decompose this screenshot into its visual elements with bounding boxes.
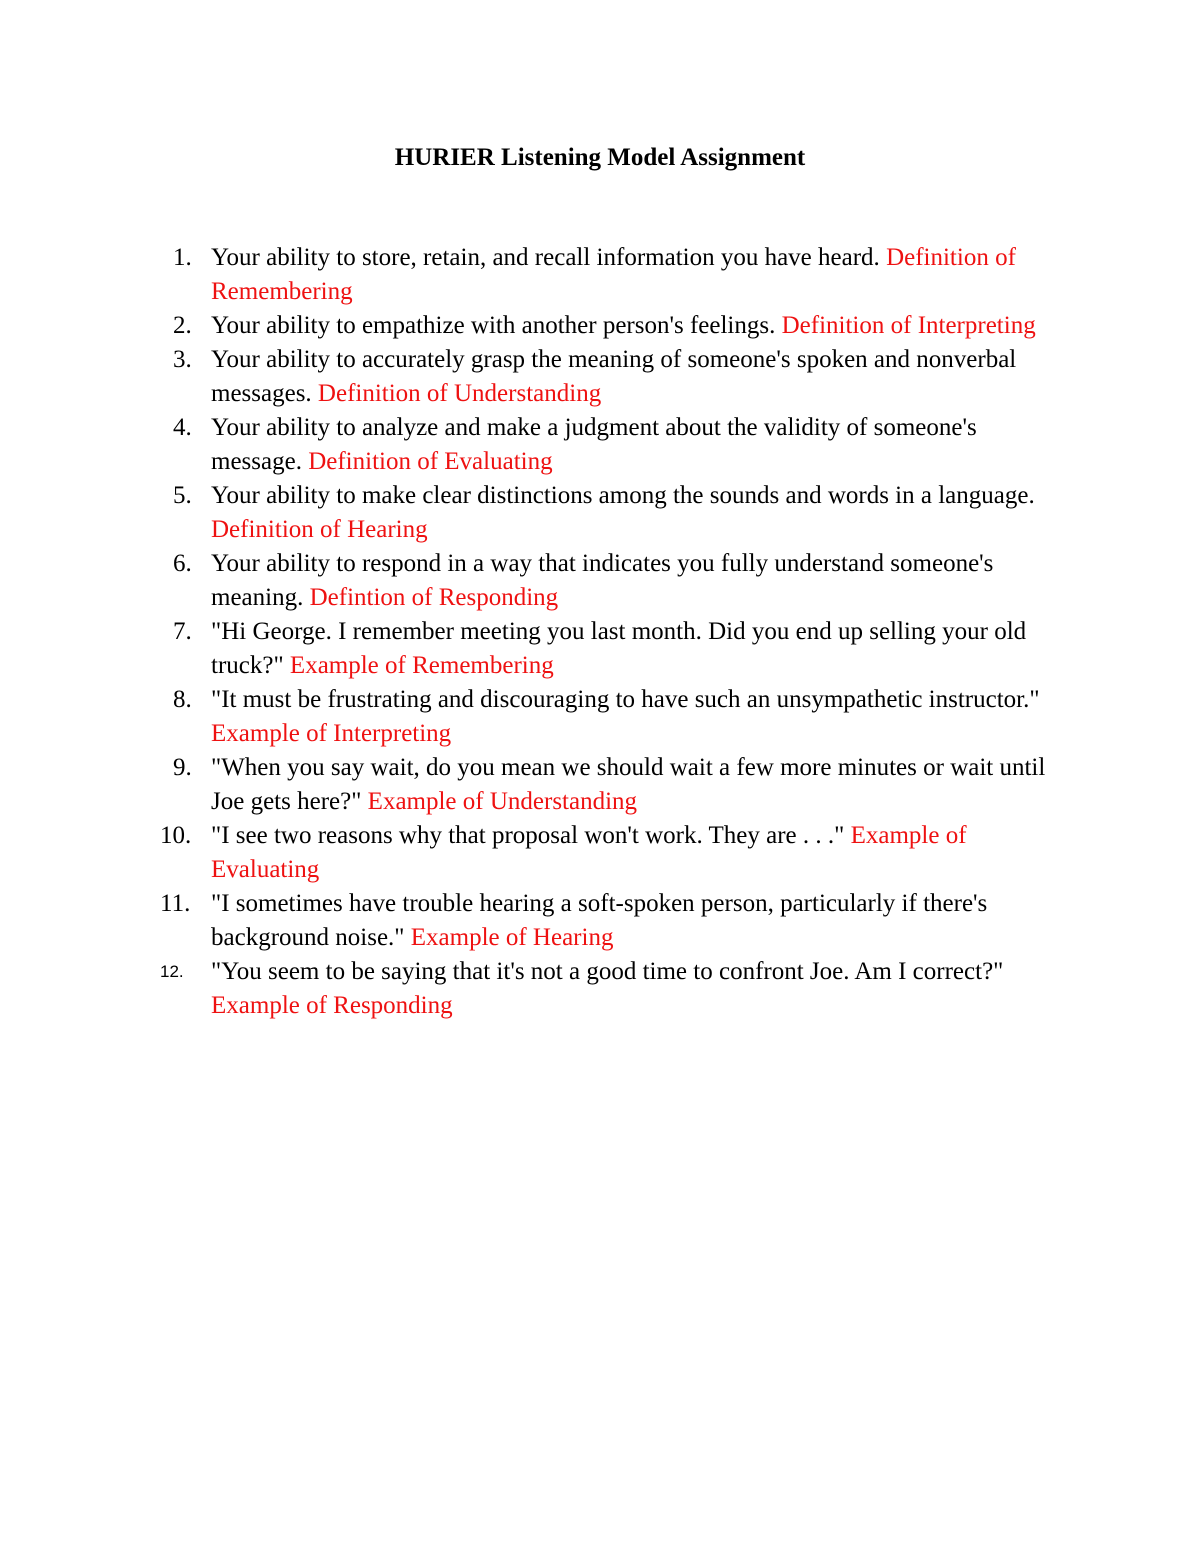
item-text: Your ability to empathize with another person's feelings. (211, 312, 776, 339)
item-text: "I see two reasons why that proposal won't work. They are . . ." (211, 822, 845, 849)
item-number: 10. (160, 822, 192, 849)
list-item (160, 479, 1060, 547)
item-number: 9. (173, 754, 192, 781)
list-item (160, 819, 1060, 887)
page-title: HURIER Listening Model Assignment (394, 144, 806, 171)
item-answer: Example of Interpreting (211, 720, 452, 747)
list-item (160, 547, 1060, 615)
list-item (160, 887, 1060, 955)
item-text: "It must be frustrating and discouraging to have such an unsympathetic instructor." (211, 686, 1040, 713)
item-answer: Example of Remembering (289, 652, 554, 679)
item-number: 2. (173, 312, 192, 339)
item-answer: Example of Responding (211, 992, 453, 1019)
item-text: "You seem to be saying that it's not a good time to confront Joe. Am I correct?" (211, 958, 1004, 985)
item-text: Your ability to analyze and make a judgment about the validity of someone's message. (211, 414, 977, 475)
item-answer: Definition of Evaluating (308, 448, 553, 475)
item-text: Your ability to respond in a way that indicates you fully understand someone's meaning. (211, 550, 994, 611)
item-number: 7. (173, 618, 192, 645)
list-item (160, 683, 1060, 751)
list-item (160, 955, 1060, 1023)
item-number: 4. (173, 414, 192, 441)
list-item (160, 411, 1060, 479)
item-number: 8. (173, 686, 192, 713)
item-text: Your ability to make clear distinctions among the sounds and words in a language. (211, 482, 1035, 509)
item-number: 11. (160, 890, 191, 917)
item-answer: Definition of Understanding (317, 380, 602, 407)
item-number: 3. (173, 346, 192, 373)
item-answer: Definition of Hearing (211, 516, 428, 543)
item-answer: Definition of Interpreting (781, 312, 1036, 339)
item-number: 12. (160, 962, 184, 981)
item-answer: Example of Evaluating (211, 822, 967, 883)
item-answer: Example of Hearing (410, 924, 614, 951)
item-answer: Defintion of Responding (309, 584, 559, 611)
item-answer: Example of Understanding (367, 788, 638, 815)
item-text: Your ability to store, retain, and recall information you have heard. (211, 244, 880, 271)
item-number: 1. (173, 244, 192, 271)
item-text: "When you say wait, do you mean we should wait a few more minutes or wait until Joe gets here?" (211, 754, 1046, 815)
item-text: "Hi George. I remember meeting you last month. Did you end up selling your old truck?" (211, 618, 1027, 679)
item-number: 6. (173, 550, 192, 577)
question-list (160, 241, 1060, 1023)
item-text: Your ability to accurately grasp the meaning of someone's spoken and nonverbal messages. (211, 346, 1017, 407)
item-answer: Definition of Remembering (211, 244, 1016, 305)
item-text: "I sometimes have trouble hearing a soft-spoken person, particularly if there's background noise." (211, 890, 988, 951)
list-item (160, 241, 1060, 309)
list-item (160, 309, 1060, 343)
list-item (160, 615, 1060, 683)
list-item (160, 751, 1060, 819)
item-number: 5. (173, 482, 192, 509)
list-item (160, 343, 1060, 411)
